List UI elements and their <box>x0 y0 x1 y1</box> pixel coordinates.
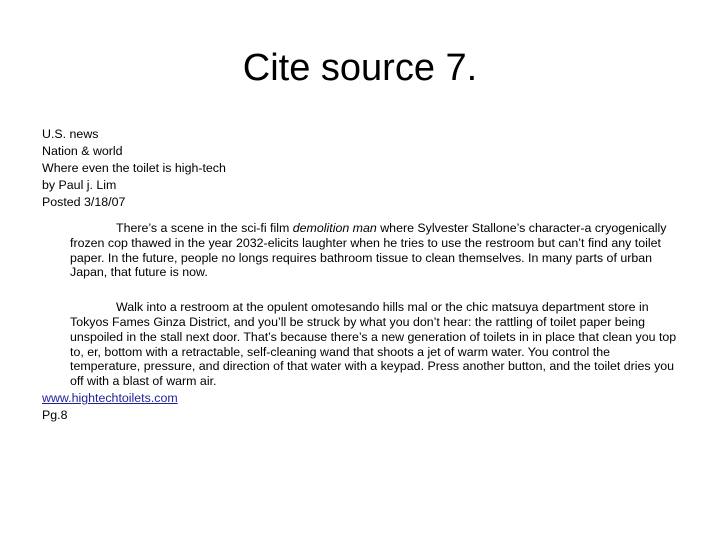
paragraph-1-rest: where Sylvester Stallone’s character-a cryogenically frozen cop thawed in the year 2032-elicits laughter when he tries to use the restroom but can’t find any toilet paper. In the future, people no longs requires bathroom tissue to clean themselves. In many parts of urban Japan, that future is now. <box>70 221 667 280</box>
publication-name: U.S. news <box>42 127 99 141</box>
quote-paragraph-2: Walk into a restroom at the opulent omotesando hills mal or the chic matsuya department store in Tokyos Fames Ginza District, and you’ll be struck by what you don’t hear: the rattling of toilet paper being unspoiled in the stall next door. That’s because there’s a new generation of toilets in in place that clean you top to, er, bottom with a retractable, self-cleaning wand that shoots a jet of warm water. You control the temperature, pressure, and direction of that water with a keypad. Press another button, and the toilet dries you off with a blast of warm air. <box>70 300 677 389</box>
article-headline: Where even the toilet is high-tech <box>42 161 226 175</box>
film-title: demolition man <box>292 221 377 235</box>
section-name: Nation & world <box>42 144 123 158</box>
quote-paragraph-1 <box>70 221 680 280</box>
source-link[interactable]: www.hightechtoilets.com <box>42 390 178 405</box>
paragraph-1-lead: There’s a scene in the sci-fi film <box>116 221 293 235</box>
posted-date: Posted 3/18/07 <box>42 195 126 209</box>
article-byline: by Paul j. Lim <box>42 178 117 192</box>
slide-title: Cite source 7. <box>242 47 478 89</box>
slide-body <box>42 126 682 424</box>
page-reference: Pg.8 <box>42 407 68 422</box>
